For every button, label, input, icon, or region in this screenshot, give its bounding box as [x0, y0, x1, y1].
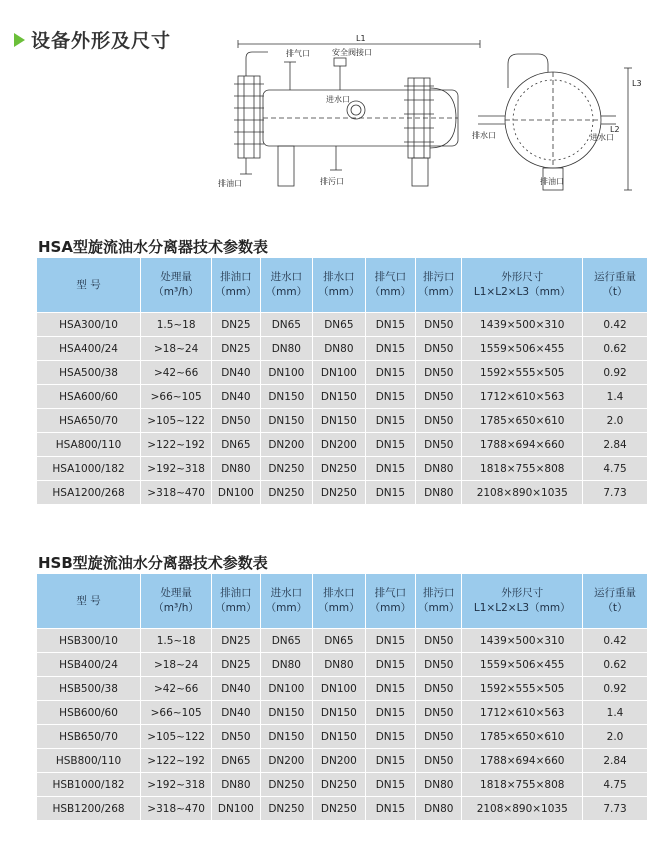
table-cell: 7.73 — [583, 481, 647, 504]
table-cell: 1785×650×610 — [462, 409, 582, 432]
table-cell: DN250 — [313, 457, 365, 480]
table-cell: DN150 — [261, 725, 313, 748]
table-cell: DN100 — [261, 361, 313, 384]
table-cell: DN15 — [366, 385, 415, 408]
table-cell: >318~470 — [141, 797, 211, 820]
table-cell: DN50 — [416, 629, 461, 652]
table-row — [37, 361, 647, 384]
col-header-vent: 排气口 （mm） — [366, 258, 415, 312]
table-cell: >105~122 — [141, 725, 211, 748]
table-cell: DN80 — [261, 337, 313, 360]
col-header-sewage: 排污口 （mm） — [416, 258, 461, 312]
table-cell: DN200 — [313, 749, 365, 772]
table-cell: DN150 — [313, 725, 365, 748]
table-cell: DN100 — [313, 361, 365, 384]
table-cell: DN65 — [313, 629, 365, 652]
table-row — [37, 725, 647, 748]
table-row — [37, 433, 647, 456]
table-cell: DN200 — [261, 433, 313, 456]
table-cell: 2.0 — [583, 725, 647, 748]
table-cell: DN250 — [261, 481, 313, 504]
table-cell: DN150 — [261, 409, 313, 432]
table-cell: DN25 — [212, 629, 259, 652]
table-row — [37, 773, 647, 796]
table-cell: DN15 — [366, 457, 415, 480]
table-cell: HSA650/70 — [37, 409, 140, 432]
table-cell: DN15 — [366, 797, 415, 820]
table-cell: 1.4 — [583, 385, 647, 408]
table-cell: 2108×890×1035 — [462, 797, 582, 820]
table-cell: HSA1200/268 — [37, 481, 140, 504]
table-cell: 1818×755×808 — [462, 773, 582, 796]
table-cell: DN25 — [212, 313, 259, 336]
table-hsa — [36, 257, 648, 505]
table-cell: 1592×555×505 — [462, 361, 582, 384]
table-cell: 1788×694×660 — [462, 433, 582, 456]
table-cell: DN80 — [313, 653, 365, 676]
table-cell: DN80 — [212, 457, 259, 480]
table-cell: 1.5~18 — [141, 313, 211, 336]
table-cell: HSA800/110 — [37, 433, 140, 456]
table-cell: DN150 — [261, 385, 313, 408]
table-cell: DN200 — [261, 749, 313, 772]
table-row — [37, 629, 647, 652]
table-cell: 1788×694×660 — [462, 749, 582, 772]
table-row — [37, 749, 647, 772]
table-cell: DN250 — [261, 797, 313, 820]
col-header-oil-outlet: 排油口 （mm） — [212, 574, 259, 628]
table-cell: DN250 — [313, 797, 365, 820]
table-cell: 1785×650×610 — [462, 725, 582, 748]
col-header-dimensions: 外形尺寸 L1×L2×L3（mm） — [462, 574, 582, 628]
dimension-drawing — [208, 28, 642, 198]
table-cell: 2.0 — [583, 409, 647, 432]
label-vent: 排气口 — [286, 49, 310, 58]
table-cell: DN15 — [366, 433, 415, 456]
table-cell: DN80 — [416, 481, 461, 504]
table-cell: DN50 — [416, 725, 461, 748]
table-cell: 1818×755×808 — [462, 457, 582, 480]
table-cell: DN50 — [416, 749, 461, 772]
table-cell: DN50 — [416, 337, 461, 360]
table-cell: 1.5~18 — [141, 629, 211, 652]
table-cell: DN25 — [212, 653, 259, 676]
table-cell: DN15 — [366, 629, 415, 652]
triangle-bullet-icon — [14, 33, 25, 47]
table-cell: 1712×610×563 — [462, 385, 582, 408]
table-cell: HSB400/24 — [37, 653, 140, 676]
table-cell: DN80 — [261, 653, 313, 676]
col-header-sewage: 排污口 （mm） — [416, 574, 461, 628]
col-header-model: 型 号 — [37, 574, 140, 628]
table-cell: 0.92 — [583, 677, 647, 700]
table-cell: 2.84 — [583, 749, 647, 772]
col-header-dimensions: 外形尺寸 L1×L2×L3（mm） — [462, 258, 582, 312]
table-cell: DN80 — [313, 337, 365, 360]
table-cell: >192~318 — [141, 457, 211, 480]
label-l2: L2 — [610, 125, 620, 134]
table-cell: DN50 — [212, 409, 259, 432]
table-cell: DN40 — [212, 385, 259, 408]
col-header-capacity: 处理量 （m³/h） — [141, 258, 211, 312]
table-cell: HSB1000/182 — [37, 773, 140, 796]
col-header-model: 型 号 — [37, 258, 140, 312]
section-title: 设备外形及尺寸 — [31, 30, 172, 52]
table-cell: 4.75 — [583, 773, 647, 796]
label-l1: L1 — [356, 34, 366, 43]
label-oil-outlet-right: 排油口 — [540, 177, 564, 186]
table-cell: HSA500/38 — [37, 361, 140, 384]
table-row — [37, 701, 647, 724]
label-inlet-side: 进水口 — [590, 133, 614, 142]
table-cell: >105~122 — [141, 409, 211, 432]
table-cell: 1559×506×455 — [462, 653, 582, 676]
table-cell: DN50 — [416, 385, 461, 408]
table-cell: >18~24 — [141, 653, 211, 676]
table-cell: HSA300/10 — [37, 313, 140, 336]
table-row — [37, 677, 647, 700]
table-cell: 0.42 — [583, 629, 647, 652]
table-cell: DN50 — [416, 433, 461, 456]
table-cell: DN150 — [261, 701, 313, 724]
table-cell: DN25 — [212, 337, 259, 360]
table-title-hsa: HSA型旋流油水分离器技术参数表 — [38, 238, 268, 256]
table-cell: DN15 — [366, 313, 415, 336]
table-title-hsb: HSB型旋流油水分离器技术参数表 — [38, 554, 268, 572]
table-cell: DN40 — [212, 677, 259, 700]
table-row — [37, 385, 647, 408]
table-row — [37, 481, 647, 504]
table-row — [37, 653, 647, 676]
table-cell: 7.73 — [583, 797, 647, 820]
table-cell: DN40 — [212, 701, 259, 724]
table-cell: HSA400/24 — [37, 337, 140, 360]
section-header — [14, 26, 171, 53]
table-hsb — [36, 573, 648, 821]
table-cell: DN80 — [416, 797, 461, 820]
col-header-weight: 运行重量 （t） — [583, 574, 647, 628]
col-header-water-outlet: 排水口 （mm） — [313, 258, 365, 312]
table-cell: DN65 — [212, 433, 259, 456]
table-cell: 1712×610×563 — [462, 701, 582, 724]
table-cell: DN100 — [313, 677, 365, 700]
label-sewage: 排污口 — [320, 177, 344, 186]
table-cell: >42~66 — [141, 677, 211, 700]
table-row — [37, 337, 647, 360]
table-cell: >122~192 — [141, 749, 211, 772]
table-cell: DN50 — [416, 313, 461, 336]
table-cell: DN15 — [366, 701, 415, 724]
table-cell: 0.62 — [583, 653, 647, 676]
table-row — [37, 313, 647, 336]
table-cell: >66~105 — [141, 385, 211, 408]
table-cell: 0.42 — [583, 313, 647, 336]
table-cell: DN50 — [416, 653, 461, 676]
table-cell: DN250 — [261, 457, 313, 480]
table-cell: 1439×500×310 — [462, 313, 582, 336]
table-cell: DN15 — [366, 677, 415, 700]
table-cell: DN50 — [416, 677, 461, 700]
table-cell: DN15 — [366, 773, 415, 796]
table-cell: 0.62 — [583, 337, 647, 360]
col-header-weight: 运行重量 （t） — [583, 258, 647, 312]
label-oil-outlet-left: 排油口 — [218, 179, 242, 188]
table-cell: >122~192 — [141, 433, 211, 456]
table-cell: DN15 — [366, 361, 415, 384]
table-cell: DN100 — [212, 797, 259, 820]
table-cell: HSA600/60 — [37, 385, 140, 408]
table-cell: HSA1000/182 — [37, 457, 140, 480]
table-cell: DN65 — [212, 749, 259, 772]
table-cell: HSB500/38 — [37, 677, 140, 700]
table-cell: 2.84 — [583, 433, 647, 456]
col-header-capacity: 处理量 （m³/h） — [141, 574, 211, 628]
table-cell: HSB800/110 — [37, 749, 140, 772]
table-header-row — [37, 258, 647, 312]
table-cell: DN50 — [212, 725, 259, 748]
table-row — [37, 457, 647, 480]
table-cell: DN100 — [212, 481, 259, 504]
table-cell: DN15 — [366, 725, 415, 748]
table-cell: DN15 — [366, 653, 415, 676]
table-cell: 1559×506×455 — [462, 337, 582, 360]
table-cell: >42~66 — [141, 361, 211, 384]
table-cell: DN80 — [416, 773, 461, 796]
table-cell: DN65 — [261, 313, 313, 336]
table-cell: DN15 — [366, 409, 415, 432]
table-cell: DN15 — [366, 337, 415, 360]
table-cell: DN15 — [366, 749, 415, 772]
label-l3: L3 — [632, 79, 642, 88]
table-header-row — [37, 574, 647, 628]
table-cell: DN80 — [212, 773, 259, 796]
col-header-water-inlet: 进水口 （mm） — [261, 258, 313, 312]
table-cell: >18~24 — [141, 337, 211, 360]
table-cell: HSB300/10 — [37, 629, 140, 652]
table-cell: DN80 — [416, 457, 461, 480]
table-cell: HSB600/60 — [37, 701, 140, 724]
col-header-water-outlet: 排水口 （mm） — [313, 574, 365, 628]
table-cell: DN50 — [416, 701, 461, 724]
label-inlet: 进水口 — [326, 95, 350, 104]
table-cell: 1.4 — [583, 701, 647, 724]
table-cell: 0.92 — [583, 361, 647, 384]
table-cell: 4.75 — [583, 457, 647, 480]
col-header-vent: 排气口 （mm） — [366, 574, 415, 628]
table-cell: HSB650/70 — [37, 725, 140, 748]
table-cell: DN150 — [313, 409, 365, 432]
table-cell: DN150 — [313, 385, 365, 408]
table-cell: DN150 — [313, 701, 365, 724]
table-cell: DN200 — [313, 433, 365, 456]
table-cell: DN250 — [313, 481, 365, 504]
col-header-oil-outlet: 排油口 （mm） — [212, 258, 259, 312]
table-cell: DN100 — [261, 677, 313, 700]
table-row — [37, 409, 647, 432]
table-cell: 2108×890×1035 — [462, 481, 582, 504]
table-cell: DN50 — [416, 409, 461, 432]
table-cell: HSB1200/268 — [37, 797, 140, 820]
table-cell: 1439×500×310 — [462, 629, 582, 652]
table-row — [37, 797, 647, 820]
table-cell: DN40 — [212, 361, 259, 384]
table-cell: DN50 — [416, 361, 461, 384]
table-cell: >318~470 — [141, 481, 211, 504]
table-cell: >192~318 — [141, 773, 211, 796]
table-cell: >66~105 — [141, 701, 211, 724]
label-safety-valve: 安全阀接口 — [332, 48, 372, 57]
table-cell: DN15 — [366, 481, 415, 504]
table-cell: DN65 — [313, 313, 365, 336]
col-header-water-inlet: 进水口 （mm） — [261, 574, 313, 628]
table-cell: DN250 — [261, 773, 313, 796]
label-water-outlet: 排水口 — [472, 131, 496, 140]
table-cell: DN65 — [261, 629, 313, 652]
table-cell: DN250 — [313, 773, 365, 796]
table-cell: 1592×555×505 — [462, 677, 582, 700]
